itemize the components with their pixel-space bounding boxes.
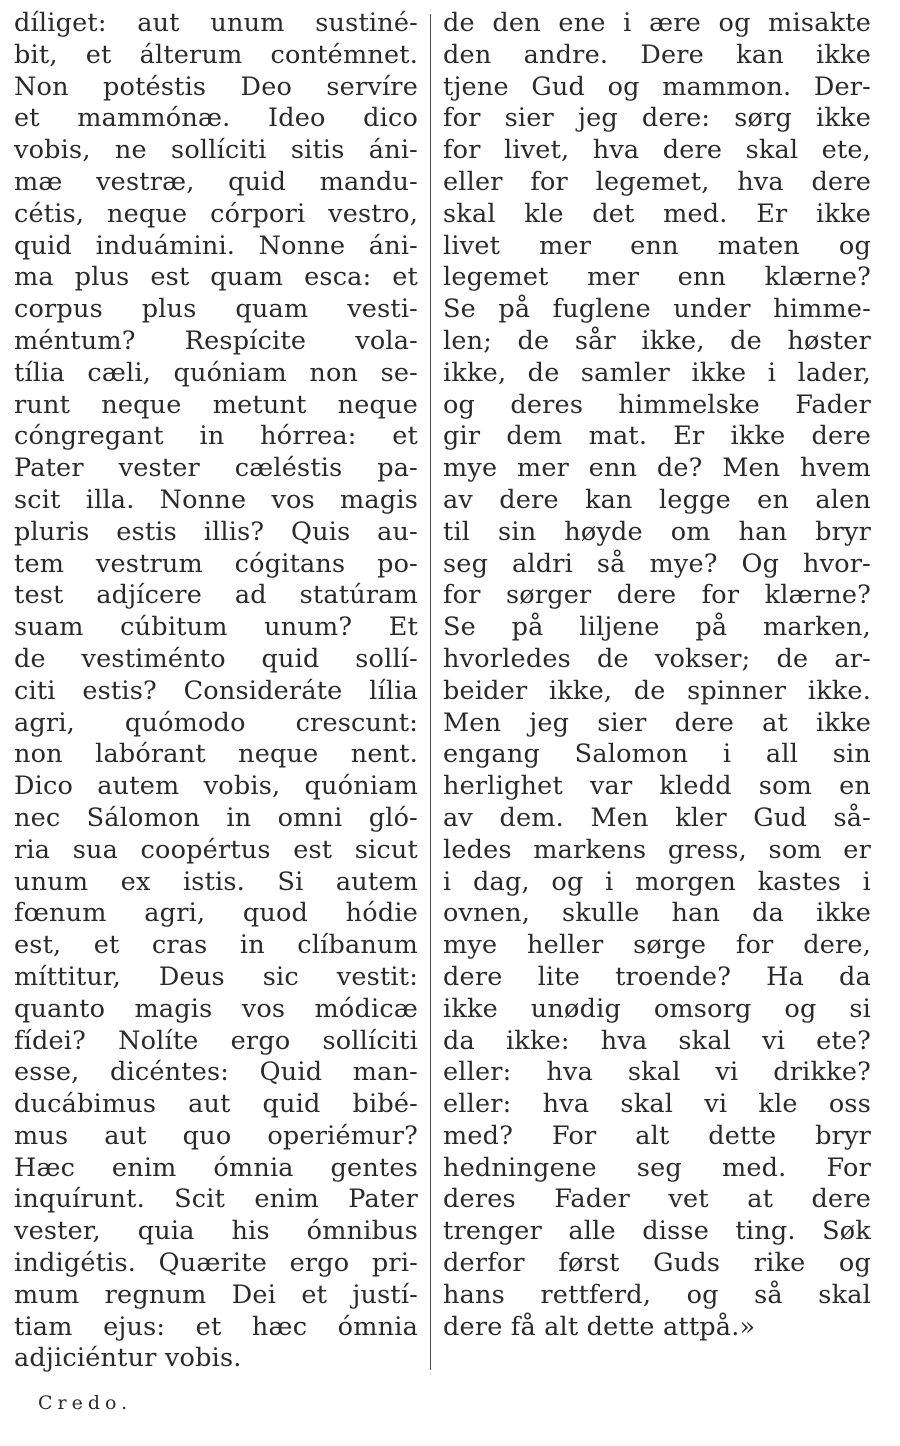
text-line: Hæc enim ómnia gentes xyxy=(14,1152,418,1183)
text-line: Non potéstis Deo servíre xyxy=(14,71,418,102)
text-line: Men jeg sier dere at ikke xyxy=(443,707,871,738)
text-line: legemet mer enn klærne? xyxy=(443,262,871,293)
text-line: vester, quia his ómnibus xyxy=(14,1216,418,1247)
text-line: livet mer enn maten og xyxy=(443,230,871,261)
text-line: cóngregant in hórrea: et xyxy=(14,421,418,452)
text-line: tiam ejus: et hæc ómnia xyxy=(14,1311,418,1342)
text-line: engang Salomon i all sin xyxy=(443,739,871,770)
text-line: eller: hva skal vi drikke? xyxy=(443,1057,871,1088)
text-line: Pater vester cæléstis pa- xyxy=(14,453,418,484)
text-line: deres Fader vet at dere xyxy=(443,1184,871,1215)
text-line: ria sua coopértus est sicut xyxy=(14,834,418,865)
text-line: for sørger dere for klærne? xyxy=(443,580,871,611)
text-line: trenger alle disse ting. Søk xyxy=(443,1216,871,1247)
text-line: scit illa. Nonne vos magis xyxy=(14,484,418,515)
column-divider xyxy=(430,14,431,1370)
text-line: quanto magis vos módicæ xyxy=(14,993,418,1024)
text-line: av dem. Men kler Gud så- xyxy=(443,802,871,833)
text-line: skal kle det med. Er ikke xyxy=(443,198,871,229)
text-line: ikke, de samler ikke i lader, xyxy=(443,357,871,388)
text-line: hvorledes de vokser; de ar- xyxy=(443,643,871,674)
text-line: dere lite troende? Ha da xyxy=(443,961,871,992)
text-line: for livet, hva dere skal ete, xyxy=(443,135,871,166)
text-line: adjiciéntur vobis. xyxy=(14,1343,242,1374)
text-line: quid induámini. Nonne áni- xyxy=(14,230,418,261)
text-line: nec Sálomon in omni gló- xyxy=(14,802,418,833)
text-line: eller for legemet, hva dere xyxy=(443,166,871,197)
text-line: hans rettferd, og så skal xyxy=(443,1279,871,1310)
text-line: indigétis. Quærite ergo pri- xyxy=(14,1248,418,1279)
text-line: non labórant neque nent. xyxy=(14,739,418,770)
text-line: da ikke: hva skal vi ete? xyxy=(443,1025,871,1056)
text-line: tília cæli, quóniam non se- xyxy=(14,357,418,388)
text-line: hedningene seg med. For xyxy=(443,1152,871,1183)
text-line: beider ikke, de spinner ikke. xyxy=(443,675,871,706)
latin-column xyxy=(14,8,418,1375)
text-line: Dico autem vobis, quóniam xyxy=(14,771,418,802)
text-line: vobis, ne sollíciti sitis áni- xyxy=(14,135,418,166)
text-line: herlighet var kledd som en xyxy=(443,771,871,802)
credo-rubric: Credo. xyxy=(38,1392,133,1414)
text-line: suam cúbitum unum? Et xyxy=(14,612,418,643)
text-line: med? For alt dette bryr xyxy=(443,1120,871,1151)
text-line: ikke unødig omsorg og si xyxy=(443,993,871,1024)
text-line: og deres himmelske Fader xyxy=(443,389,871,420)
text-line: est, et cras in clíbanum xyxy=(14,930,418,961)
text-line: mye mer enn de? Men hvem xyxy=(443,453,871,484)
text-line: citi estis? Consideráte lília xyxy=(14,675,418,706)
text-line: míttitur, Deus sic vestit: xyxy=(14,961,418,992)
text-line: len; de sår ikke, de høster xyxy=(443,325,871,356)
text-line: mum regnum Dei et justí- xyxy=(14,1279,418,1310)
norwegian-column xyxy=(443,8,871,1343)
text-line: tem vestrum cógitans po- xyxy=(14,548,418,579)
text-line: Se på fuglene under himme- xyxy=(443,294,871,325)
text-line: agri, quómodo crescunt: xyxy=(14,707,418,738)
text-line: díliget: aut unum sustiné- xyxy=(14,8,418,38)
text-line: et mammónæ. Ideo dico xyxy=(14,103,418,134)
text-line: ma plus est quam esca: et xyxy=(14,262,418,293)
text-line: esse, dicéntes: Quid man- xyxy=(14,1057,418,1088)
text-line: corpus plus quam vesti- xyxy=(14,294,418,325)
text-line: dere få alt dette attpå.» xyxy=(443,1311,756,1342)
text-line: derfor først Guds rike og xyxy=(443,1248,871,1279)
text-line: inquírunt. Scit enim Pater xyxy=(14,1184,418,1215)
text-line: i dag, og i morgen kastes i xyxy=(443,866,871,897)
text-line: gir dem mat. Er ikke dere xyxy=(443,421,871,452)
text-line: fœnum agri, quod hódie xyxy=(14,898,418,929)
text-line: for sier jeg dere: sørg ikke xyxy=(443,103,871,134)
text-line: den andre. Dere kan ikke xyxy=(443,39,871,70)
text-line: ledes markens gress, som er xyxy=(443,834,871,865)
text-line: test adjícere ad statúram xyxy=(14,580,418,611)
text-line: fídei? Nolíte ergo sollíciti xyxy=(14,1025,418,1056)
text-line: méntum? Respícite vola- xyxy=(14,325,418,356)
text-line: Se på liljene på marken, xyxy=(443,612,871,643)
text-line: de vestiménto quid sollí- xyxy=(14,643,418,674)
text-line: cétis, neque córpori vestro, xyxy=(14,198,418,229)
text-line: mus aut quo operiémur? xyxy=(14,1120,418,1151)
text-line: pluris estis illis? Quis au- xyxy=(14,516,418,547)
text-line: unum ex istis. Si autem xyxy=(14,866,418,897)
text-line: ducábimus aut quid bibé- xyxy=(14,1089,418,1120)
text-line: mæ vestræ, quid mandu- xyxy=(14,166,418,197)
text-line: tjene Gud og mammon. Der- xyxy=(443,71,871,102)
text-line: runt neque metunt neque xyxy=(14,389,418,420)
text-line: av dere kan legge en alen xyxy=(443,484,871,515)
text-line: eller: hva skal vi kle oss xyxy=(443,1089,871,1120)
text-line: til sin høyde om han bryr xyxy=(443,516,871,547)
text-line: de den ene i ære og misakte xyxy=(443,8,871,38)
text-line: bit, et álterum contémnet. xyxy=(14,39,418,70)
text-line: mye heller sørge for dere, xyxy=(443,930,871,961)
text-line: seg aldri så mye? Og hvor- xyxy=(443,548,871,579)
text-line: ovnen, skulle han da ikke xyxy=(443,898,871,929)
